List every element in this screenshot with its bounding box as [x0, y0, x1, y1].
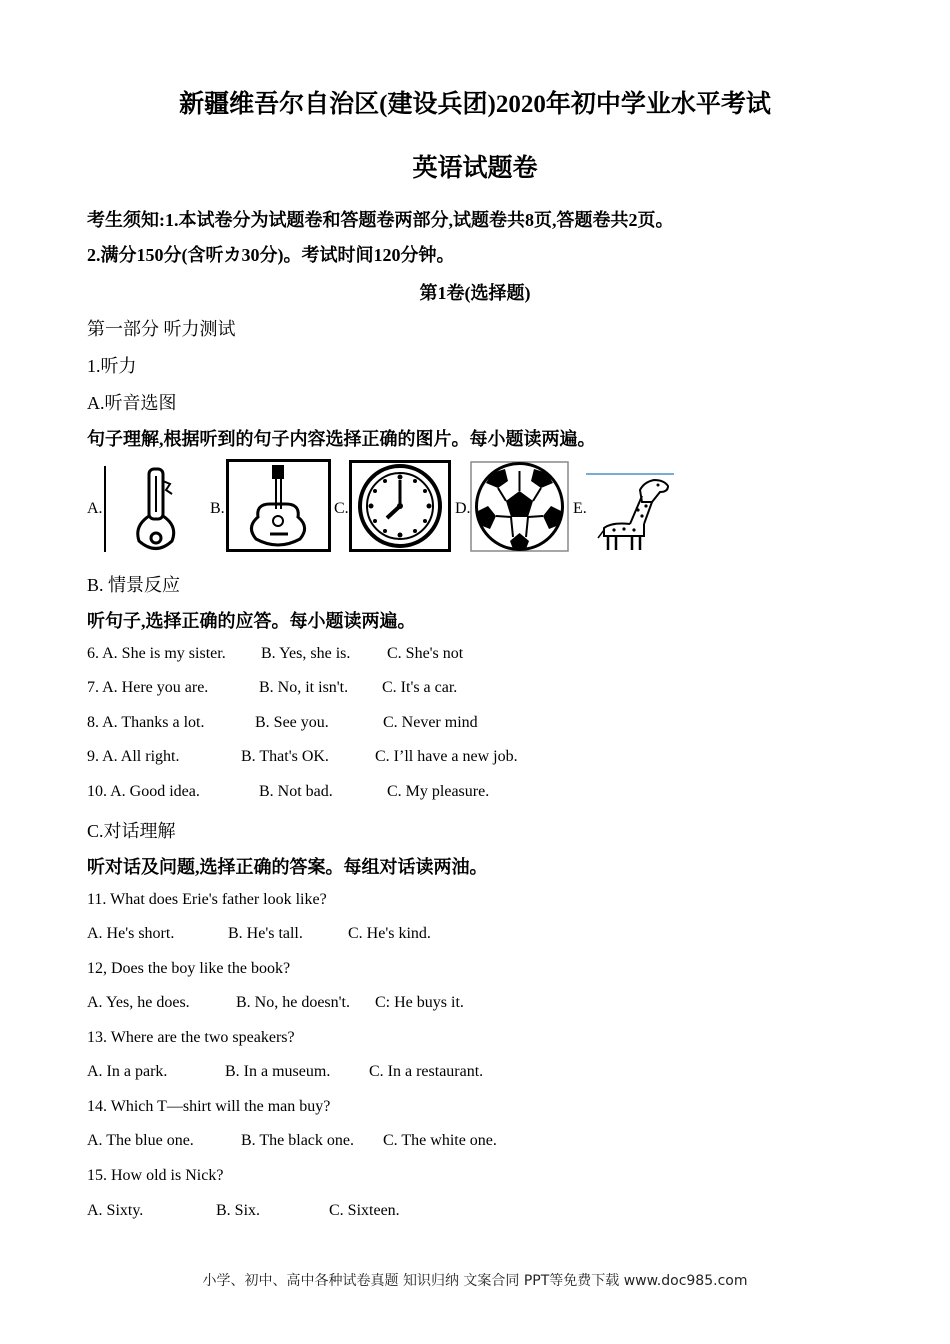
notes-line-2: 2.满分150分(含听カ30分)。考试时间120分钟。: [87, 245, 455, 265]
soccer-ball-icon: [470, 461, 569, 552]
picture-label-b: B.: [210, 500, 225, 517]
question-10-option-c: C. My pleasure.: [387, 783, 490, 800]
picture-label-d: D.: [455, 500, 471, 517]
question-6: [87, 645, 226, 663]
section-b-heading: B. 情景反应: [87, 575, 181, 595]
picture-label-a: A.: [87, 500, 103, 517]
question-12: 12, Does the boy like the book?: [87, 960, 291, 977]
question-number: 8.: [87, 714, 99, 731]
option-a: A. Thanks a lot.: [102, 714, 205, 731]
question-9: [87, 748, 179, 766]
question-13: 13. Where are the two speakers?: [87, 1029, 295, 1046]
option-a: A. She is my sister.: [102, 645, 226, 662]
option-a: A. Good idea.: [110, 783, 200, 800]
key-icon: [104, 466, 205, 552]
section-a-heading: A.听音选图: [87, 393, 177, 413]
question-11-option-b: B. He's tall.: [228, 925, 303, 942]
question-13-option-b: B. In a museum.: [225, 1063, 331, 1080]
question-15-option-c: C. Sixteen.: [329, 1202, 400, 1219]
question-number: 6.: [87, 645, 99, 662]
question-8: [87, 714, 204, 732]
option-a: A. All right.: [102, 748, 180, 765]
clock-icon: [349, 460, 451, 552]
question-13-option-c: C. In a restaurant.: [369, 1063, 484, 1080]
question-7-option-b: B. No, it isn't.: [259, 679, 349, 696]
option-a: A. Here you are.: [102, 679, 209, 696]
section-b-instruction: 听句子,选择正确的应答。每小题读两遍。: [87, 611, 416, 631]
question-number: 9.: [87, 748, 99, 765]
part1-sub: 1.听力: [87, 356, 137, 376]
question-number: 7.: [87, 679, 99, 696]
question-9-option-c: C. I’ll have a new job.: [375, 748, 518, 765]
question-8-option-b: B. See you.: [255, 714, 329, 731]
exam-subtitle: 英语试题卷: [412, 155, 538, 182]
question-7-option-c: C. It's a car.: [382, 679, 458, 696]
section-c-heading: C.对话理解: [87, 821, 176, 841]
question-12-option-a: A. Yes, he does.: [87, 994, 190, 1011]
question-15: 15. How old is Nick?: [87, 1167, 224, 1184]
question-14-option-b: B. The black one.: [241, 1132, 355, 1149]
question-14: 14. Which T—shirt will the man buy?: [87, 1098, 331, 1115]
question-8-option-c: C. Never mind: [383, 714, 478, 731]
question-11-option-a: A. He's short.: [87, 925, 175, 942]
giraffe-icon: [586, 472, 674, 552]
question-15-option-a: A. Sixty.: [87, 1202, 144, 1219]
question-12-option-c: C: He buys it.: [375, 994, 464, 1011]
question-number: 10.: [87, 783, 107, 800]
exam-title: 新疆维吾尔自治区(建设兵团)2020年初中学业水平考试: [179, 91, 771, 118]
question-13-option-a: A. In a park.: [87, 1063, 168, 1080]
section-a-instruction: 句子理解,根据听到的句子内容选择正确的图片。每小题读两遍。: [87, 429, 596, 449]
notes-line-1: 考生须知:1.本试卷分为试题卷和答题卷两部分,试题卷共8页,答题卷共2页。: [87, 210, 674, 230]
page-footer: 小学、初中、高中各种试卷真题 知识归纳 文案合同 PPT等免费下载 www.doc985.com: [202, 1273, 748, 1289]
question-6-option-b: B. Yes, she is.: [261, 645, 351, 662]
volume-title: 第1卷(选择题): [419, 283, 531, 303]
picture-label-e: E.: [573, 500, 587, 517]
question-15-option-b: B. Six.: [216, 1202, 261, 1219]
question-7: [87, 679, 208, 697]
guitar-icon: [226, 459, 331, 552]
question-14-option-a: A. The blue one.: [87, 1132, 194, 1149]
question-12-option-b: B. No, he doesn't.: [236, 994, 350, 1011]
question-9-option-b: B. That's OK.: [241, 748, 329, 765]
question-10-option-b: B. Not bad.: [259, 783, 333, 800]
part1-heading: 第一部分 听力测试: [87, 319, 236, 339]
question-6-option-c: C. She's not: [387, 645, 464, 662]
question-11-option-c: C. He's kind.: [348, 925, 431, 942]
section-c-instruction: 听对话及问题,选择正确的答案。每组对话读两油。: [87, 857, 488, 877]
picture-label-c: C.: [334, 500, 349, 517]
question-14-option-c: C. The white one.: [383, 1132, 497, 1149]
question-11: 11. What does Erie's father look like?: [87, 891, 327, 908]
question-10: [87, 783, 200, 801]
